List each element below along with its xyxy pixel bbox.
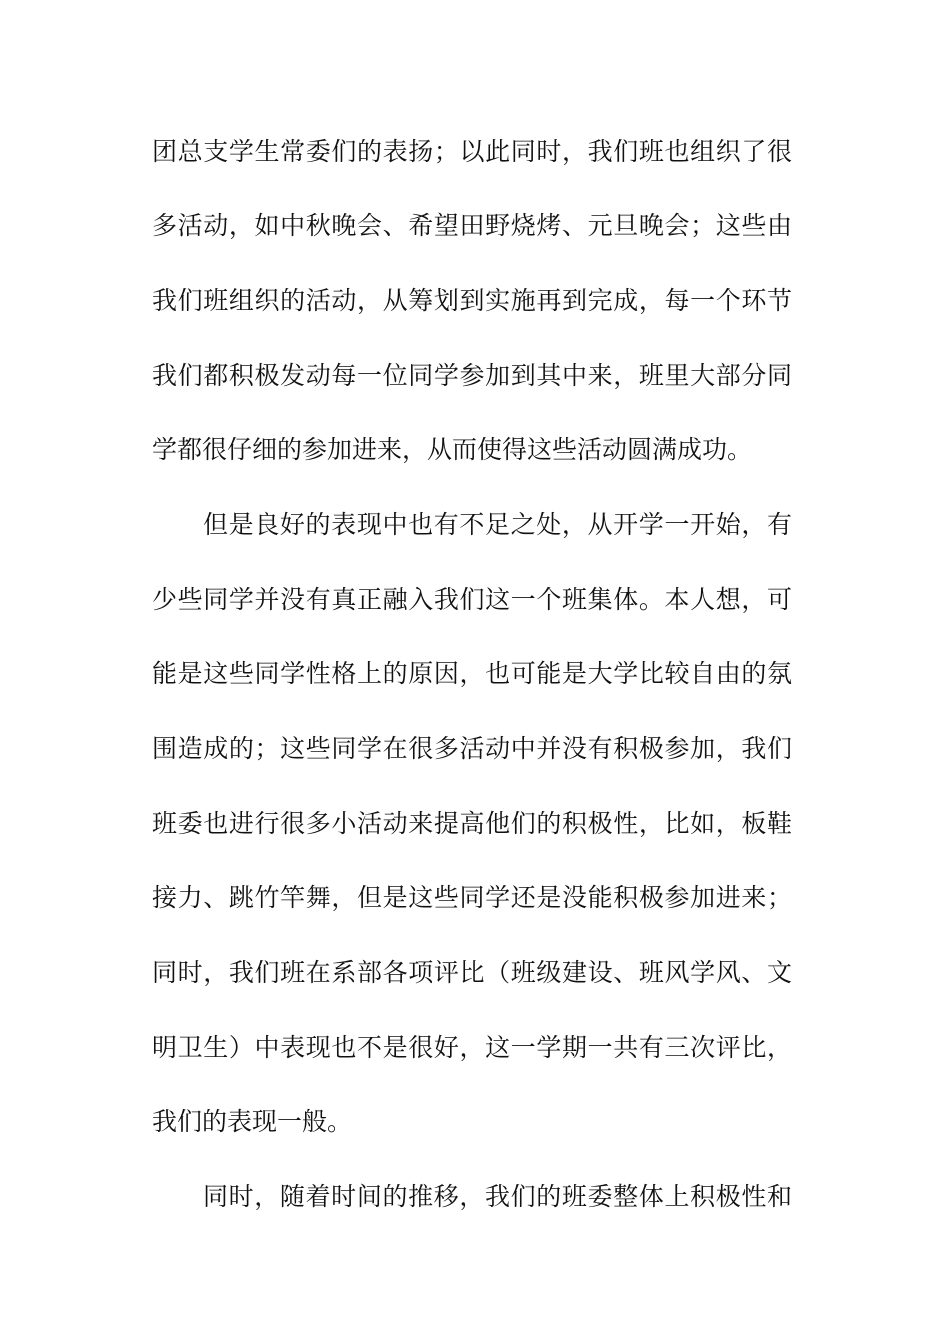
- text-line: 班委也进行很多小活动来提高他们的积极性，比如，板鞋: [152, 809, 792, 838]
- text-line: 围造成的；这些同学在很多活动中并没有积极参加，我们: [152, 734, 792, 763]
- text-line: 同时，随着时间的推移，我们的班委整体上积极性和: [203, 1182, 792, 1211]
- text-line: 我们都积极发动每一位同学参加到其中来，班里大部分同: [152, 361, 792, 390]
- text-line: 但是良好的表现中也有不足之处，从开学一开始，有: [203, 510, 792, 539]
- text-line: 明卫生）中表现也不是很好，这一学期一共有三次评比，: [152, 1033, 792, 1062]
- text-line: 少些同学并没有真正融入我们这一个班集体。本人想，可: [152, 585, 792, 614]
- text-line: 我们班组织的活动，从筹划到实施再到完成，每一个环节: [152, 286, 792, 315]
- text-line: 学都很仔细的参加进来，从而使得这些活动圆满成功。: [152, 435, 753, 464]
- text-line: 多活动，如中秋晚会、希望田野烧烤、元旦晚会；这些由: [152, 211, 792, 240]
- text-line: 同时，我们班在系部各项评比（班级建设、班风学风、文: [152, 958, 792, 987]
- text-line: 能是这些同学性格上的原因，也可能是大学比较自由的氛: [152, 659, 792, 688]
- text-line: 团总支学生常委们的表扬；以此同时，我们班也组织了很: [152, 137, 792, 166]
- text-line: 我们的表现一般。: [152, 1107, 353, 1136]
- text-line: 接力、跳竹竿舞，但是这些同学还是没能积极参加进来；: [152, 883, 792, 912]
